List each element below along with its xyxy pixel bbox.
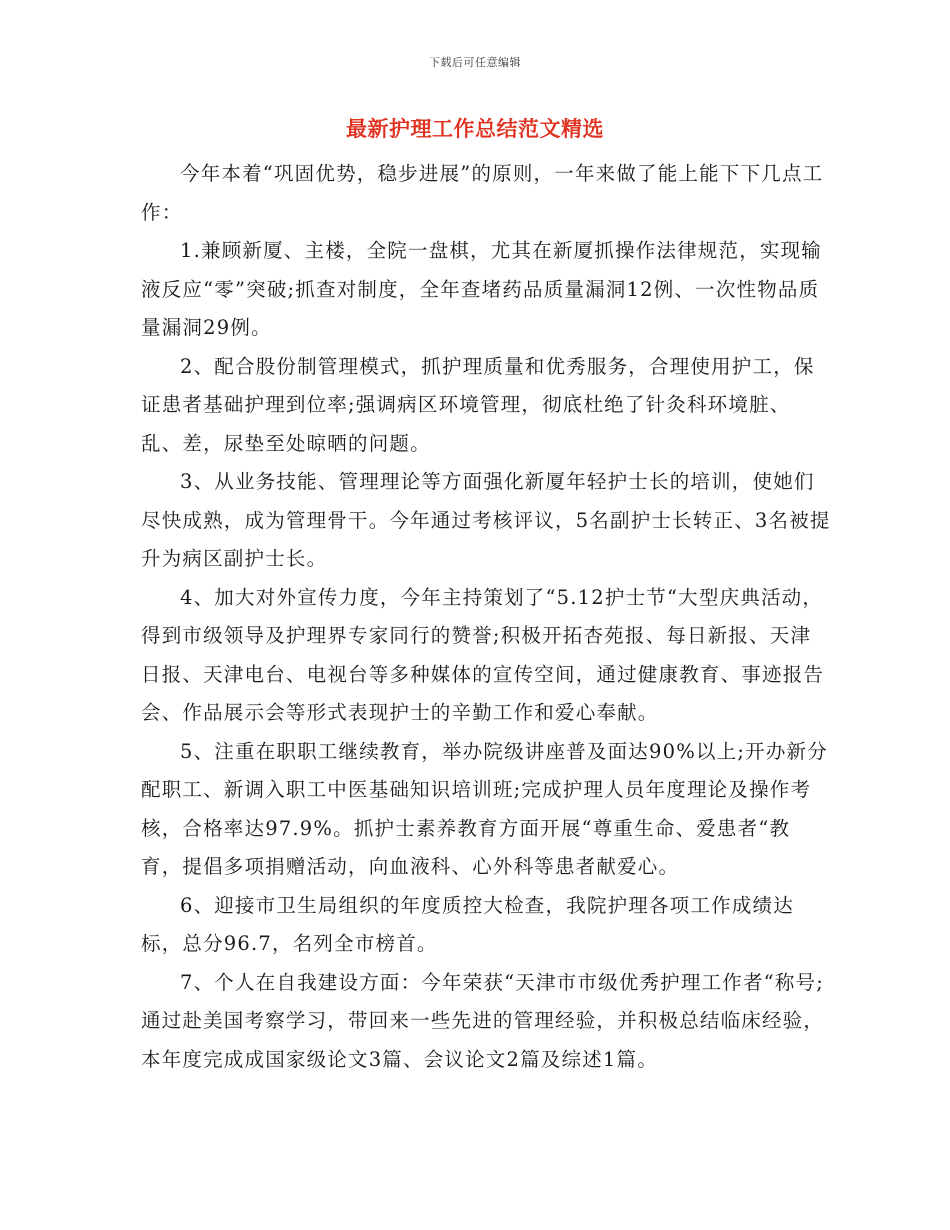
paragraph-item-2: 2、配合股份制管理模式，抓护理质量和优秀服务，合理使用护工，保证患者基础护理到位率;强调病区环境管理，彻底杜绝了针灸科环境脏、乱、差，尿垫至处晾晒的问题。 bbox=[141, 354, 815, 455]
paragraph-item-1: 1.兼顾新厦、主楼，全院一盘棋，尤其在新厦抓操作法律规范，实现输液反应“零”突破;抓查对制度，全年查堵药品质量漏洞12例、一次性物品质量漏洞29例。 bbox=[141, 239, 823, 339]
document-body bbox=[141, 155, 831, 1079]
paragraph-item-3: 3、从业务技能、管理理论等方面强化新厦年轻护士长的培训，使她们尽快成熟，成为管理骨干。今年通过考核评议，5名副护士长转正、3名被提升为病区副护士长。 bbox=[141, 470, 831, 570]
header-note: 下载后可任意编辑 bbox=[429, 56, 521, 69]
paragraph-item-4: 4、加大对外宣传力度，今年主持策划了“5.12护士节“大型庆典活动，得到市级领导及护理界专家同行的赞誉;积极开拓杏苑报、每日新报、天津日报、天津电台、电视台等多种媒体的宣传空间，通过健康教育、事迹报告会、作品展示会等形式表现护士的辛勤工作和爱心奉献。 bbox=[141, 585, 825, 724]
paragraph-item-7: 7、个人在自我建设方面：今年荣获“天津市市级优秀护理工作者“称号;通过赴美国考察学习，带回来一些先进的管理经验，并积极总结临床经验，本年度完成成国家级论文3篇、会议论文2篇及综述1篇。 bbox=[141, 970, 825, 1071]
document-title: 最新护理工作总结范文精选 bbox=[346, 116, 604, 141]
paragraph-intro: 今年本着“巩固优势，稳步进展”的原则，一年来做了能上能下下几点工作： bbox=[141, 162, 824, 224]
paragraph-item-5: 5、注重在职职工继续教育，举办院级讲座普及面达90%以上;开办新分配职工、新调入职工中医基础知识培训班;完成护理人员年度理论及操作考核，合格率达97.9%。抓护士素养教育方面开展“尊重生命、爱患者“教育，提倡多项捐赠活动，向血液科、心外科等患者献爱心。 bbox=[141, 739, 828, 878]
paragraph-item-6: 6、迎接市卫生局组织的年度质控大检查，我院护理各项工作成绩达标，总分96.7，名列全市榜首。 bbox=[141, 893, 794, 955]
